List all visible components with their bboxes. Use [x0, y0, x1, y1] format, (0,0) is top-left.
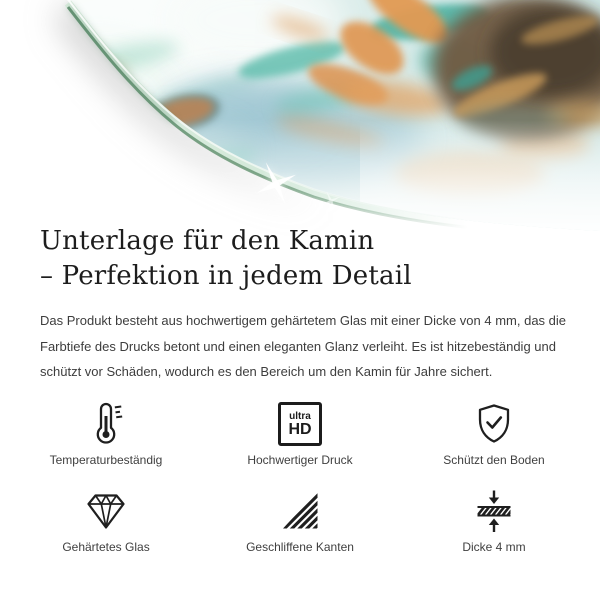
ultra-hd-badge-top: ultra — [289, 410, 311, 422]
page-title-line1: Unterlage für den Kamin — [40, 226, 375, 256]
description-line: schützt vor Schäden, wodurch es den Bereich um den Kamin für Jahre sichert. — [40, 364, 493, 379]
page-title-line2: – Perfektion in jedem Detail — [40, 261, 412, 291]
product-photo-glass-panel — [0, 0, 600, 250]
feature-high-quality-print — [203, 400, 397, 467]
feature-label: Gehärtetes Glas — [62, 540, 150, 554]
feature-label: Temperaturbeständig — [49, 453, 163, 467]
diamond-icon — [82, 487, 130, 535]
polished-edges-icon — [276, 487, 324, 535]
compressed-thickness-icon — [470, 487, 518, 535]
feature-polished-edges — [203, 487, 397, 554]
product-description — [40, 308, 566, 385]
shield-check-icon — [470, 400, 518, 448]
feature-label: Schützt den Boden — [443, 453, 545, 467]
description-line: Das Produkt besteht aus hochwertigem gehärtetem Glas mit einer Dicke von 4 mm, das die — [40, 313, 567, 328]
feature-label: Geschliffene Kanten — [246, 540, 354, 554]
page-title — [40, 224, 412, 294]
feature-label: Hochwertiger Druck — [247, 453, 353, 467]
description-line: Farbtiefe des Drucks betont und einen eleganten Glanz verleiht. Es ist hitzebeständig und — [40, 338, 556, 354]
thermometer-icon — [82, 400, 130, 448]
feature-temperature-resistant — [9, 400, 203, 467]
feature-grid — [9, 400, 591, 554]
ultra-hd-badge-bottom: HD — [288, 420, 312, 438]
feature-tempered-glass — [9, 487, 203, 554]
feature-protects-floor — [397, 400, 591, 467]
feature-thickness-4mm — [397, 487, 591, 554]
feature-label: Dicke 4 mm — [462, 540, 526, 554]
ultra-hd-icon — [278, 400, 322, 448]
